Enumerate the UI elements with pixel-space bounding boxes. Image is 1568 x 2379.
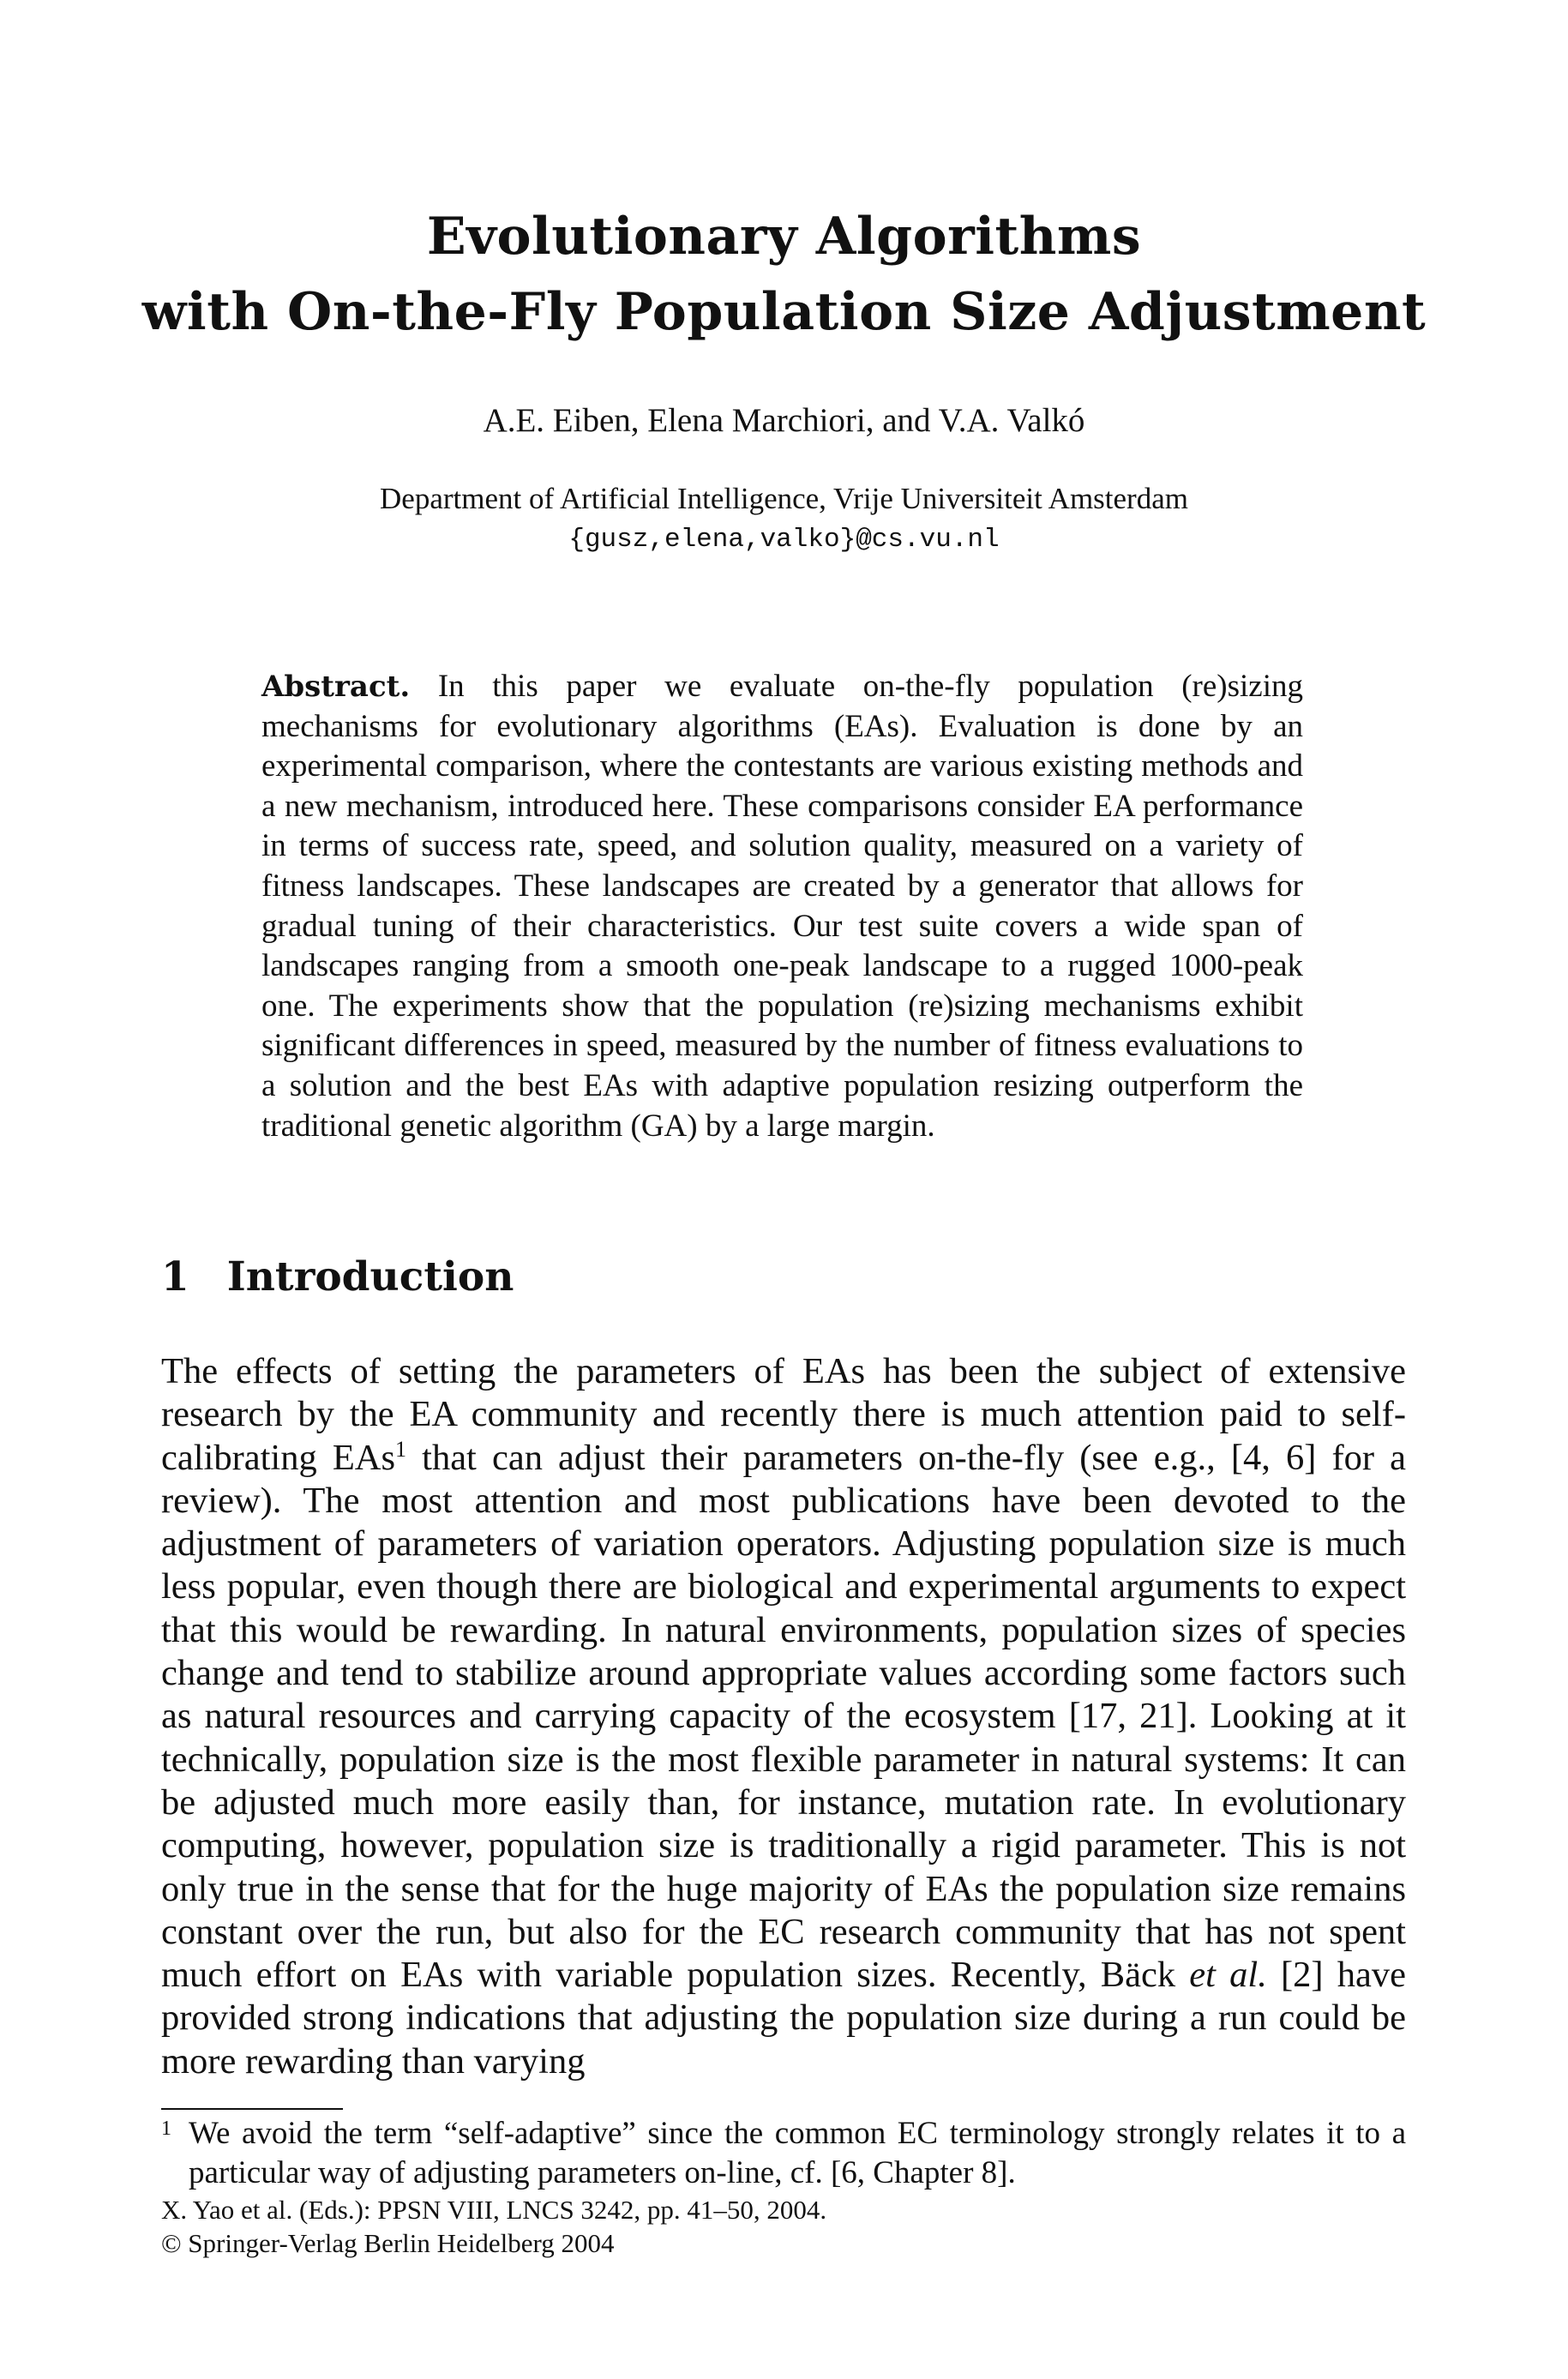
publication-citation [161,2193,826,2260]
abstract-label: Abstract. [261,670,411,704]
citation-line-2: © Springer-Verlag Berlin Heidelberg 2004 [161,2228,615,2258]
affiliation: Department of Artificial Intelligence, Vrije Universiteit Amsterdam [380,482,1188,515]
abstract [261,667,1303,1146]
intro-text-1: The effects of setting the parameters of EAs has been the subject of extensive research by the EA community and recently there is much attention paid to self-calibrating EAs [161,1351,1406,1478]
section-title: Introduction [226,1253,514,1301]
citation-line-1: X. Yao et al. (Eds.): PPSN VIII, LNCS 3242, pp. 41–50, 2004. [161,2195,827,2225]
footnote-mark: 1 [161,2118,171,2140]
intro-paragraph [161,1350,1406,2083]
title-line-1: Evolutionary Algorithms [426,207,1142,267]
title-line-2: with On-the-Fly Population Size Adjustment [141,282,1427,342]
author-emails: {gusz,elena,valko}@cs.vu.nl [568,525,1000,555]
paper-title [0,199,1568,350]
intro-text-3: [2] have provided strong indications that adjusting the population size during a run could be more rewarding than varying [161,1955,1406,2082]
footnote-text: We avoid the term “self-adaptive” since the common EC terminology strongly relates it to a particular way of adjusting parameters on-line, cf. [6, Chapter 8]. [189,2116,1406,2190]
abstract-text: In this paper we evaluate on-the-fly population (re)sizing mechanisms for evolutionary algorithms (EAs). Evaluation is done by an experimental comparison, where the contestants are various existing methods and a new mechanism, introduced here. These comparisons consider EA performance in terms of success rate, speed, and solution quality, measured on a variety of fitness landscapes. These landscapes are created by a generator that allows for gradual tuning of their characteristics. Our test suite covers a wide span of landscapes ranging from a smooth one-peak landscape to a rugged 1000-peak one. The experiments show that the population (re)sizing mechanisms exhibit significant differences in speed, measured by the number of fitness evaluations to a solution and the best EAs with adaptive population resizing outperform the traditional genetic algorithm (GA) by a large margin. [261,669,1303,1144]
section-number: 1 [161,1253,189,1301]
footnote-reference: 1 [395,1436,407,1462]
author-list: A.E. Eiben, Elena Marchiori, and V.A. Valkó [483,402,1085,439]
intro-text-2: that can adjust their parameters on-the-fly (see e.g., [4, 6] for a review). The most attention and most publications have been devoted to the adjustment of parameters of variation operators. Adjusting population size is much less popular, even though there are biological and experimental arguments to expect that this would be rewarding. In natural environments, population sizes of species change and tend to stabilize around appropriate values according some factors such as natural resources and carrying capacity of the ecosystem [17, 21]. Looking at it technically, population size is the most flexible parameter in natural systems: It can be adjusted much more easily than, for instance, mutation rate. In evolutionary computing, however, population size is traditionally a rigid parameter. This is not only true in the sense that for the huge majority of EAs the population size remains constant over the run, but also for the EC research community that has not spent much effort on EAs with variable population sizes. Recently, Bäck [161,1437,1407,1996]
footnote-divider [161,2108,343,2110]
section-heading [161,1253,514,1301]
et-al-italic: et al. [1189,1955,1267,1996]
footnote [161,2114,1406,2193]
